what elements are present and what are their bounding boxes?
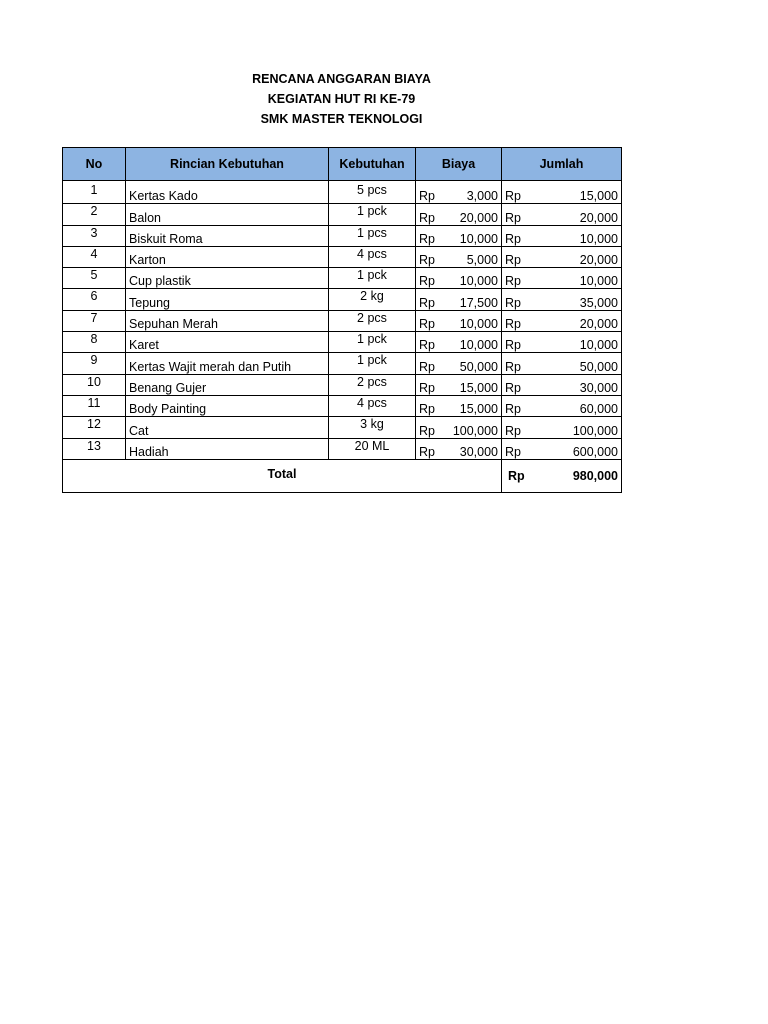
row-cost: 10,000 <box>446 332 502 353</box>
header-qty: Kebutuhan <box>329 148 416 181</box>
row-qty: 2 kg <box>329 289 416 310</box>
row-cost: 10,000 <box>446 268 502 289</box>
row-total: 100,000 <box>532 417 622 438</box>
row-total: 20,000 <box>532 246 622 267</box>
document-title <box>0 69 683 129</box>
row-cost: 30,000 <box>446 438 502 459</box>
row-cost: 10,000 <box>446 310 502 331</box>
row-qty: 3 kg <box>329 417 416 438</box>
table-row <box>63 246 622 267</box>
table-row <box>63 395 622 416</box>
row-total: 10,000 <box>532 332 622 353</box>
row-item: Benang Gujer <box>126 374 329 395</box>
row-total-currency: Rp <box>502 395 532 416</box>
row-cost-currency: Rp <box>416 332 446 353</box>
row-cost: 10,000 <box>446 225 502 246</box>
row-item: Hadiah <box>126 438 329 459</box>
row-cost-currency: Rp <box>416 374 446 395</box>
row-total: 20,000 <box>532 310 622 331</box>
row-no: 11 <box>63 395 126 416</box>
header-item: Rincian Kebutuhan <box>126 148 329 181</box>
row-qty: 1 pck <box>329 332 416 353</box>
row-total: 15,000 <box>532 181 622 204</box>
row-cost: 100,000 <box>446 417 502 438</box>
row-total-currency: Rp <box>502 204 532 225</box>
row-cost: 50,000 <box>446 353 502 374</box>
row-cost-currency: Rp <box>416 268 446 289</box>
row-cost-currency: Rp <box>416 395 446 416</box>
row-total: 600,000 <box>532 438 622 459</box>
table-row <box>63 289 622 310</box>
row-item: Balon <box>126 204 329 225</box>
row-qty: 2 pcs <box>329 310 416 331</box>
row-cost-currency: Rp <box>416 289 446 310</box>
row-total-currency: Rp <box>502 268 532 289</box>
row-total: 50,000 <box>532 353 622 374</box>
row-qty: 5 pcs <box>329 181 416 204</box>
row-total: 30,000 <box>532 374 622 395</box>
table-row <box>63 181 622 204</box>
row-total-currency: Rp <box>502 289 532 310</box>
row-item: Cat <box>126 417 329 438</box>
row-cost: 20,000 <box>446 204 502 225</box>
row-total-currency: Rp <box>502 181 532 204</box>
row-total-currency: Rp <box>502 225 532 246</box>
table-row <box>63 268 622 289</box>
row-item: Cup plastik <box>126 268 329 289</box>
table-row <box>63 332 622 353</box>
row-total-currency: Rp <box>502 246 532 267</box>
row-item: Body Painting <box>126 395 329 416</box>
row-cost-currency: Rp <box>416 246 446 267</box>
table-header-row <box>63 148 622 181</box>
row-no: 5 <box>63 268 126 289</box>
total-label: Total <box>63 459 502 492</box>
row-total-currency: Rp <box>502 417 532 438</box>
row-qty: 4 pcs <box>329 395 416 416</box>
table-row <box>63 310 622 331</box>
total-currency: Rp <box>502 459 532 492</box>
row-cost: 15,000 <box>446 374 502 395</box>
row-qty: 20 ML <box>329 438 416 459</box>
row-total: 20,000 <box>532 204 622 225</box>
header-total: Jumlah <box>502 148 622 181</box>
total-row <box>63 459 622 492</box>
title-line-1: RENCANA ANGGARAN BIAYA <box>252 72 431 86</box>
title-line-3: SMK MASTER TEKNOLOGI <box>260 112 423 126</box>
row-qty: 2 pcs <box>329 374 416 395</box>
table-row <box>63 204 622 225</box>
row-cost: 3,000 <box>446 181 502 204</box>
row-no: 3 <box>63 225 126 246</box>
row-no: 13 <box>63 438 126 459</box>
row-total-currency: Rp <box>502 353 532 374</box>
row-total-currency: Rp <box>502 310 532 331</box>
row-qty: 1 pck <box>329 353 416 374</box>
row-no: 1 <box>63 181 126 204</box>
row-cost-currency: Rp <box>416 204 446 225</box>
row-item: Kertas Kado <box>126 181 329 204</box>
row-no: 2 <box>63 204 126 225</box>
row-total: 10,000 <box>532 225 622 246</box>
row-no: 10 <box>63 374 126 395</box>
row-total-currency: Rp <box>502 438 532 459</box>
row-total: 10,000 <box>532 268 622 289</box>
total-value: 980,000 <box>532 459 622 492</box>
title-line-2: KEGIATAN HUT RI KE-79 <box>267 92 416 106</box>
row-no: 4 <box>63 246 126 267</box>
header-cost: Biaya <box>416 148 502 181</box>
row-total: 35,000 <box>532 289 622 310</box>
row-item: Biskuit Roma <box>126 225 329 246</box>
row-total-currency: Rp <box>502 374 532 395</box>
row-no: 7 <box>63 310 126 331</box>
row-item: Kertas Wajit merah dan Putih <box>126 353 329 374</box>
row-cost-currency: Rp <box>416 181 446 204</box>
row-item: Karton <box>126 246 329 267</box>
row-cost-currency: Rp <box>416 417 446 438</box>
table-body <box>63 181 622 460</box>
row-cost-currency: Rp <box>416 438 446 459</box>
row-cost-currency: Rp <box>416 353 446 374</box>
table-row <box>63 353 622 374</box>
row-item: Karet <box>126 332 329 353</box>
row-no: 9 <box>63 353 126 374</box>
row-total: 60,000 <box>532 395 622 416</box>
table-row <box>63 417 622 438</box>
row-qty: 1 pck <box>329 268 416 289</box>
table-row <box>63 225 622 246</box>
row-no: 8 <box>63 332 126 353</box>
row-qty: 4 pcs <box>329 246 416 267</box>
row-cost-currency: Rp <box>416 225 446 246</box>
budget-table <box>62 147 622 493</box>
row-cost-currency: Rp <box>416 310 446 331</box>
row-item: Tepung <box>126 289 329 310</box>
row-cost: 17,500 <box>446 289 502 310</box>
row-qty: 1 pcs <box>329 225 416 246</box>
table-row <box>63 374 622 395</box>
table-row <box>63 438 622 459</box>
row-qty: 1 pck <box>329 204 416 225</box>
row-no: 6 <box>63 289 126 310</box>
header-no: No <box>63 148 126 181</box>
row-item: Sepuhan Merah <box>126 310 329 331</box>
row-total-currency: Rp <box>502 332 532 353</box>
row-cost: 5,000 <box>446 246 502 267</box>
row-no: 12 <box>63 417 126 438</box>
row-cost: 15,000 <box>446 395 502 416</box>
